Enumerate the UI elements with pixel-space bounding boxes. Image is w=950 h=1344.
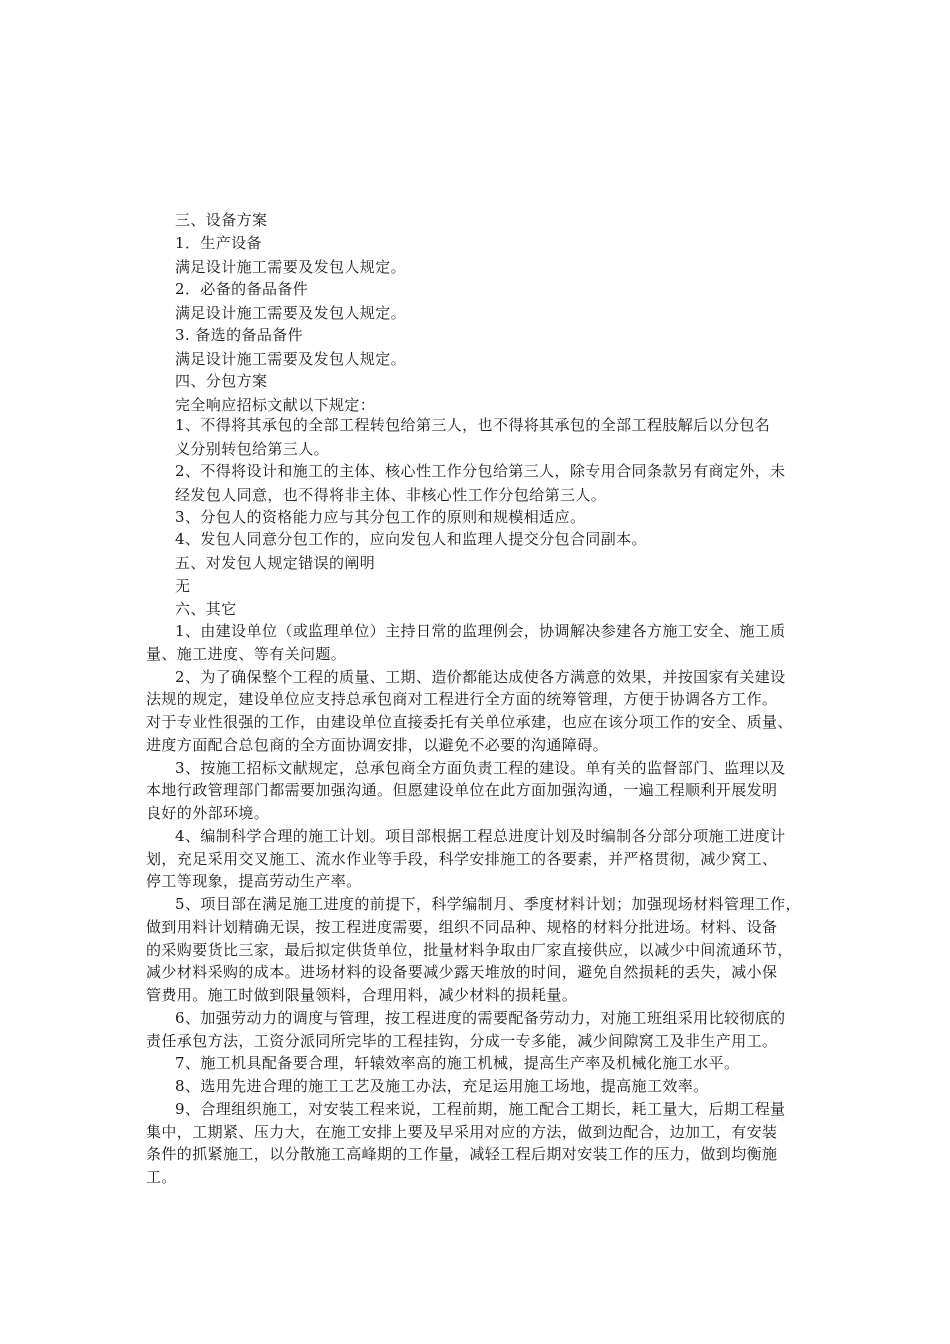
text-line: 8、选用先进合理的施工工艺及施工办法，充足运用施工场地，提高施工效率。 [175, 1077, 709, 1095]
text-line: 满足设计施工需要及发包人规定。 [175, 350, 407, 368]
text-line: 对于专业性很强的工作，由建设单位直接委托有关单位承建，也应在该分项工作的安全、质量、 [146, 713, 793, 731]
text-line: 集中，工期紧、压力大，在施工安排上要及早采用对应的方法，做到边配合，边加工，有安装 [146, 1123, 778, 1141]
text-line: 7、施工机具配备要合理，轩辕效率高的施工机械，提高生产率及机械化施工水平。 [175, 1054, 740, 1072]
text-line: 进度方面配合总包商的全方面协调安排，以避免不必要的沟通障碍。 [146, 736, 609, 754]
text-line: 工。 [146, 1168, 177, 1186]
text-line: 1、不得将其承包的全部工程转包给第三人，也不得将其承包的全部工程肢解后以分包名 [175, 416, 771, 434]
text-line: 法规的规定，建设单位应支持总承包商对工程进行全方面的统筹管理，方便于协调各方工作。 [146, 690, 778, 708]
text-line: 1、由建设单位（或监理单位）主持日常的监理例会，协调解决参建各方施工安全、施工质 [175, 622, 786, 640]
section-heading-employer-errors: 五、对发包人规定错误的阐明 [175, 554, 376, 572]
text-line: 本地行政管理部门都需要加强沟通。但愿建设单位在此方面加强沟通，一遍工程顺利开展发明 [146, 781, 778, 799]
text-line: 做到用料计划精确无误，按工程进度需要，组织不同品种、规格的材料分批进场。材料、设备 [146, 918, 778, 936]
text-line: 义分别转包给第三人。 [175, 440, 330, 458]
text-line: 划，充足采用交叉施工、流水作业等手段，科学安排施工的各要素，并严格贯彻，减少窝工、 [146, 850, 778, 868]
text-line: 6、加强劳动力的调度与管理，按工程进度的需要配备劳动力，对施工班组采用比较彻底的 [175, 1009, 786, 1027]
subheading-production-equipment: 1．生产设备 [175, 234, 262, 252]
text-line: 停工等现象，提高劳动生产率。 [146, 872, 362, 890]
text-line: 4、发包人同意分包工作的，应向发包人和监理人提交分包合同副本。 [175, 530, 647, 548]
section-heading-other: 六、其它 [175, 600, 237, 618]
text-line: 5、项目部在满足施工进度的前提下，科学编制月、季度材料计划；加强现场材料管理工作， [175, 895, 801, 913]
text-line: 3、分包人的资格能力应与其分包工作的原则和规模相适应。 [175, 508, 586, 526]
text-line: 满足设计施工需要及发包人规定。 [175, 304, 407, 322]
subheading-optional-spare-parts: 3. 备选的备品备件 [175, 326, 304, 344]
subheading-required-spare-parts: 2．必备的备品备件 [175, 280, 309, 298]
text-line: 3、按施工招标文献规定，总承包商全方面负责工程的建设。单有关的监督部门、监理以及 [175, 759, 786, 777]
text-line: 的采购要货比三家，最后拟定供货单位，批量材料争取由厂家直接供应，以减少中间流通环节， [146, 941, 793, 959]
text-line: 满足设计施工需要及发包人规定。 [175, 258, 407, 276]
text-line: 2、为了确保整个工程的质量、工期、造价都能达成使各方满意的效果，并按国家有关建设 [175, 668, 786, 686]
text-line: 减少材料采购的成本。进场材料的设备要减少露天堆放的时间，避免自然损耗的丢失，减小保 [146, 963, 778, 981]
text-line: 良好的外部环境。 [146, 804, 270, 822]
section-heading-subcontracting: 四、分包方案 [175, 372, 268, 390]
text-line: 无 [175, 577, 191, 595]
text-line: 2、不得将设计和施工的主体、核心性工作分包给第三人，除专用合同条款另有商定外，未 [175, 462, 786, 480]
text-line: 完全响应招标文献以下规定： [175, 396, 376, 414]
text-line: 条件的抓紧施工，以分散施工高峰期的工作量，减轻工程后期对安装工作的压力，做到均衡施 [146, 1145, 778, 1163]
text-line: 4、编制科学合理的施工计划。项目部根据工程总进度计划及时编制各分部分项施工进度计 [175, 827, 786, 845]
text-line: 经发包人同意，也不得将非主体、非核心性工作分包给第三人。 [175, 486, 607, 504]
text-line: 量、施工进度、等有关问题。 [146, 645, 347, 663]
section-heading-equipment: 三、设备方案 [175, 211, 268, 229]
text-line: 责任承包方法，工资分派同所完毕的工程挂钩，分成一专多能，减少间隙窝工及非生产用工。 [146, 1032, 778, 1050]
text-line: 管费用。施工时做到限量领料，合理用料，减少材料的损耗量。 [146, 986, 578, 1004]
text-line: 9、合理组织施工，对安装工程来说，工程前期，施工配合工期长，耗工量大，后期工程量 [175, 1100, 786, 1118]
